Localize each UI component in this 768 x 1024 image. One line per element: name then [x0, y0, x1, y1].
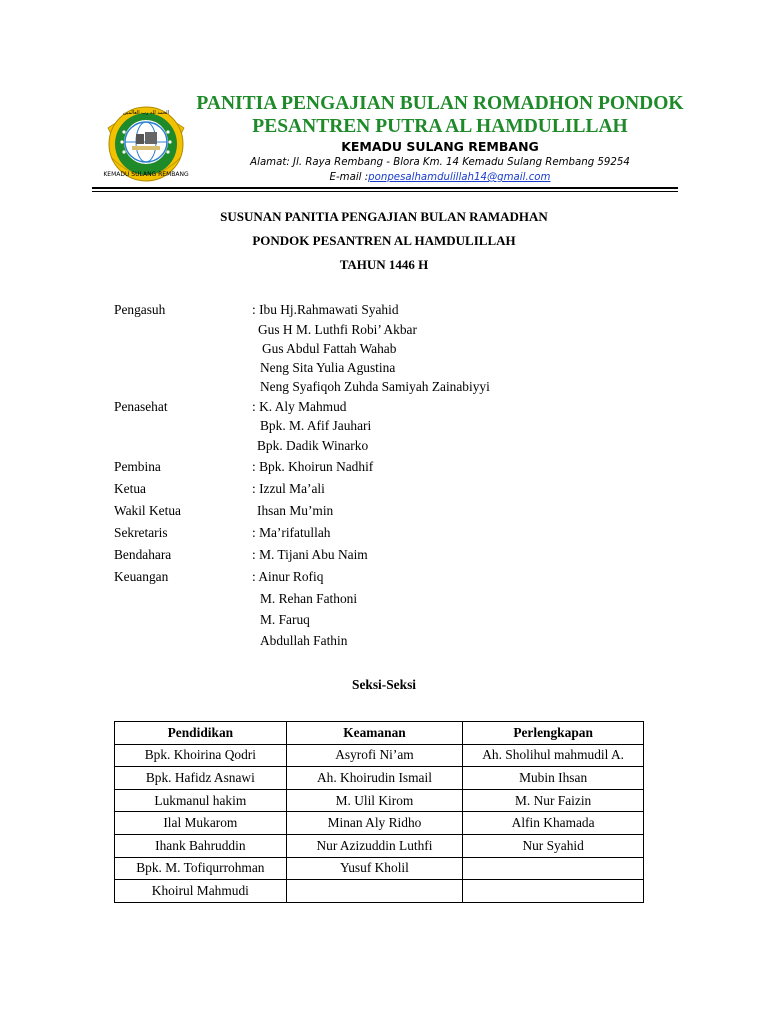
member-name: : Izzul Ma’ali: [252, 481, 325, 496]
member-name: : Bpk. Khoirun Nadhif: [252, 459, 374, 474]
table-cell: Ilal Mukarom: [115, 812, 287, 835]
member-name: Neng Syafiqoh Zuhda Samiyah Zainabiyyi: [260, 379, 490, 394]
table-cell: Ihank Bahruddin: [115, 834, 287, 857]
document-heading-line3: TAHUN 1446 H: [339, 257, 429, 272]
institution-title-line1: PANITIA PENGAJIAN BULAN ROMADHON PONDOK: [196, 93, 684, 114]
table-cell: Minan Aly Ridho: [286, 812, 463, 835]
table-cell: Ah. Sholihul mahmudil A.: [463, 744, 644, 767]
role-label: Penasehat: [114, 399, 168, 414]
role-label: Keuangan: [114, 569, 169, 584]
table-cell: Nur Azizuddin Luthfi: [286, 834, 463, 857]
header-divider-thin: [92, 191, 678, 192]
table-cell: Asyrofi Ni’am: [286, 744, 463, 767]
role-label: Pengasuh: [114, 302, 166, 317]
header-divider-thick: [92, 187, 678, 189]
member-name: Bpk. Dadik Winarko: [257, 438, 369, 453]
table-cell: Nur Syahid: [463, 834, 644, 857]
address-line: Alamat: Jl. Raya Rembang - Blora Km. 14 Kemadu Sulang Rembang 59254: [250, 157, 630, 168]
document-heading-line1: SUSUNAN PANITIA PENGAJIAN BULAN RAMADHAN: [220, 209, 548, 224]
role-label: Sekretaris: [114, 525, 168, 540]
member-name: Ihsan Mu’min: [257, 503, 334, 518]
role-label: Wakil Ketua: [114, 503, 181, 518]
member-name: Gus Abdul Fattah Wahab: [262, 341, 397, 356]
member-name: M. Faruq: [260, 612, 310, 627]
table-cell: [463, 880, 644, 903]
email-label: E-mail :: [329, 172, 369, 183]
table-row: [115, 834, 644, 857]
role-label: Pembina: [114, 459, 161, 474]
email-link[interactable]: ponpesalhamdulillah14@gmail.com: [368, 172, 551, 183]
sections-table: [114, 721, 644, 903]
document-heading-line2: PONDOK PESANTREN AL HAMDULILLAH: [252, 233, 516, 248]
member-name: M. Rehan Fathoni: [260, 591, 358, 606]
member-name: : M. Tijani Abu Naim: [252, 547, 368, 562]
table-cell: Bpk. M. Tofiqurrohman: [115, 857, 287, 880]
table-row: [115, 812, 644, 835]
table-cell: Mubin Ihsan: [463, 767, 644, 790]
table-header-row: [115, 722, 644, 745]
member-name: Abdullah Fathin: [260, 633, 348, 648]
member-name: Neng Sita Yulia Agustina: [260, 360, 396, 375]
column-header: Pendidikan: [115, 722, 287, 745]
table-cell: Lukmanul hakim: [115, 789, 287, 812]
role-label: Ketua: [114, 481, 146, 496]
email-line: [196, 172, 684, 183]
column-header: Perlengkapan: [463, 722, 644, 745]
table-cell: M. Ulil Kirom: [286, 789, 463, 812]
column-header: Keamanan: [286, 722, 463, 745]
table-cell: Bpk. Khoirina Qodri: [115, 744, 287, 767]
institution-title-line2: PESANTREN PUTRA AL HAMDULILLAH: [252, 116, 628, 137]
svg-text:الحمد لله رب العالمين: الحمد لله رب العالمين: [123, 110, 169, 116]
member-name: Bpk. M. Afif Jauhari: [260, 418, 372, 433]
table-cell: [286, 880, 463, 903]
table-row: [115, 767, 644, 790]
role-label: Bendahara: [114, 547, 172, 562]
member-name: : Ibu Hj.Rahmawati Syahid: [252, 302, 399, 317]
table-cell: Alfin Khamada: [463, 812, 644, 835]
table-row: [115, 744, 644, 767]
table-cell: Bpk. Hafidz Asnawi: [115, 767, 287, 790]
member-name: : K. Aly Mahmud: [252, 399, 347, 414]
pesantren-logo-icon: [98, 92, 194, 188]
table-row: [115, 857, 644, 880]
table-row: [115, 880, 644, 903]
table-cell: [463, 857, 644, 880]
table-row: [115, 789, 644, 812]
member-name: : Ainur Rofiq: [252, 569, 324, 584]
svg-text:KEMADU SULANG REMBANG: KEMADU SULANG REMBANG: [103, 171, 189, 178]
sections-title: Seksi-Seksi: [352, 677, 416, 692]
member-name: Gus H M. Luthfi Robi’ Akbar: [258, 322, 417, 337]
location-subtitle: KEMADU SULANG REMBANG: [341, 139, 539, 154]
table-cell: Yusuf Kholil: [286, 857, 463, 880]
member-name: : Ma’rifatullah: [252, 525, 331, 540]
table-cell: Khoirul Mahmudi: [115, 880, 287, 903]
table-cell: Ah. Khoirudin Ismail: [286, 767, 463, 790]
table-cell: M. Nur Faizin: [463, 789, 644, 812]
